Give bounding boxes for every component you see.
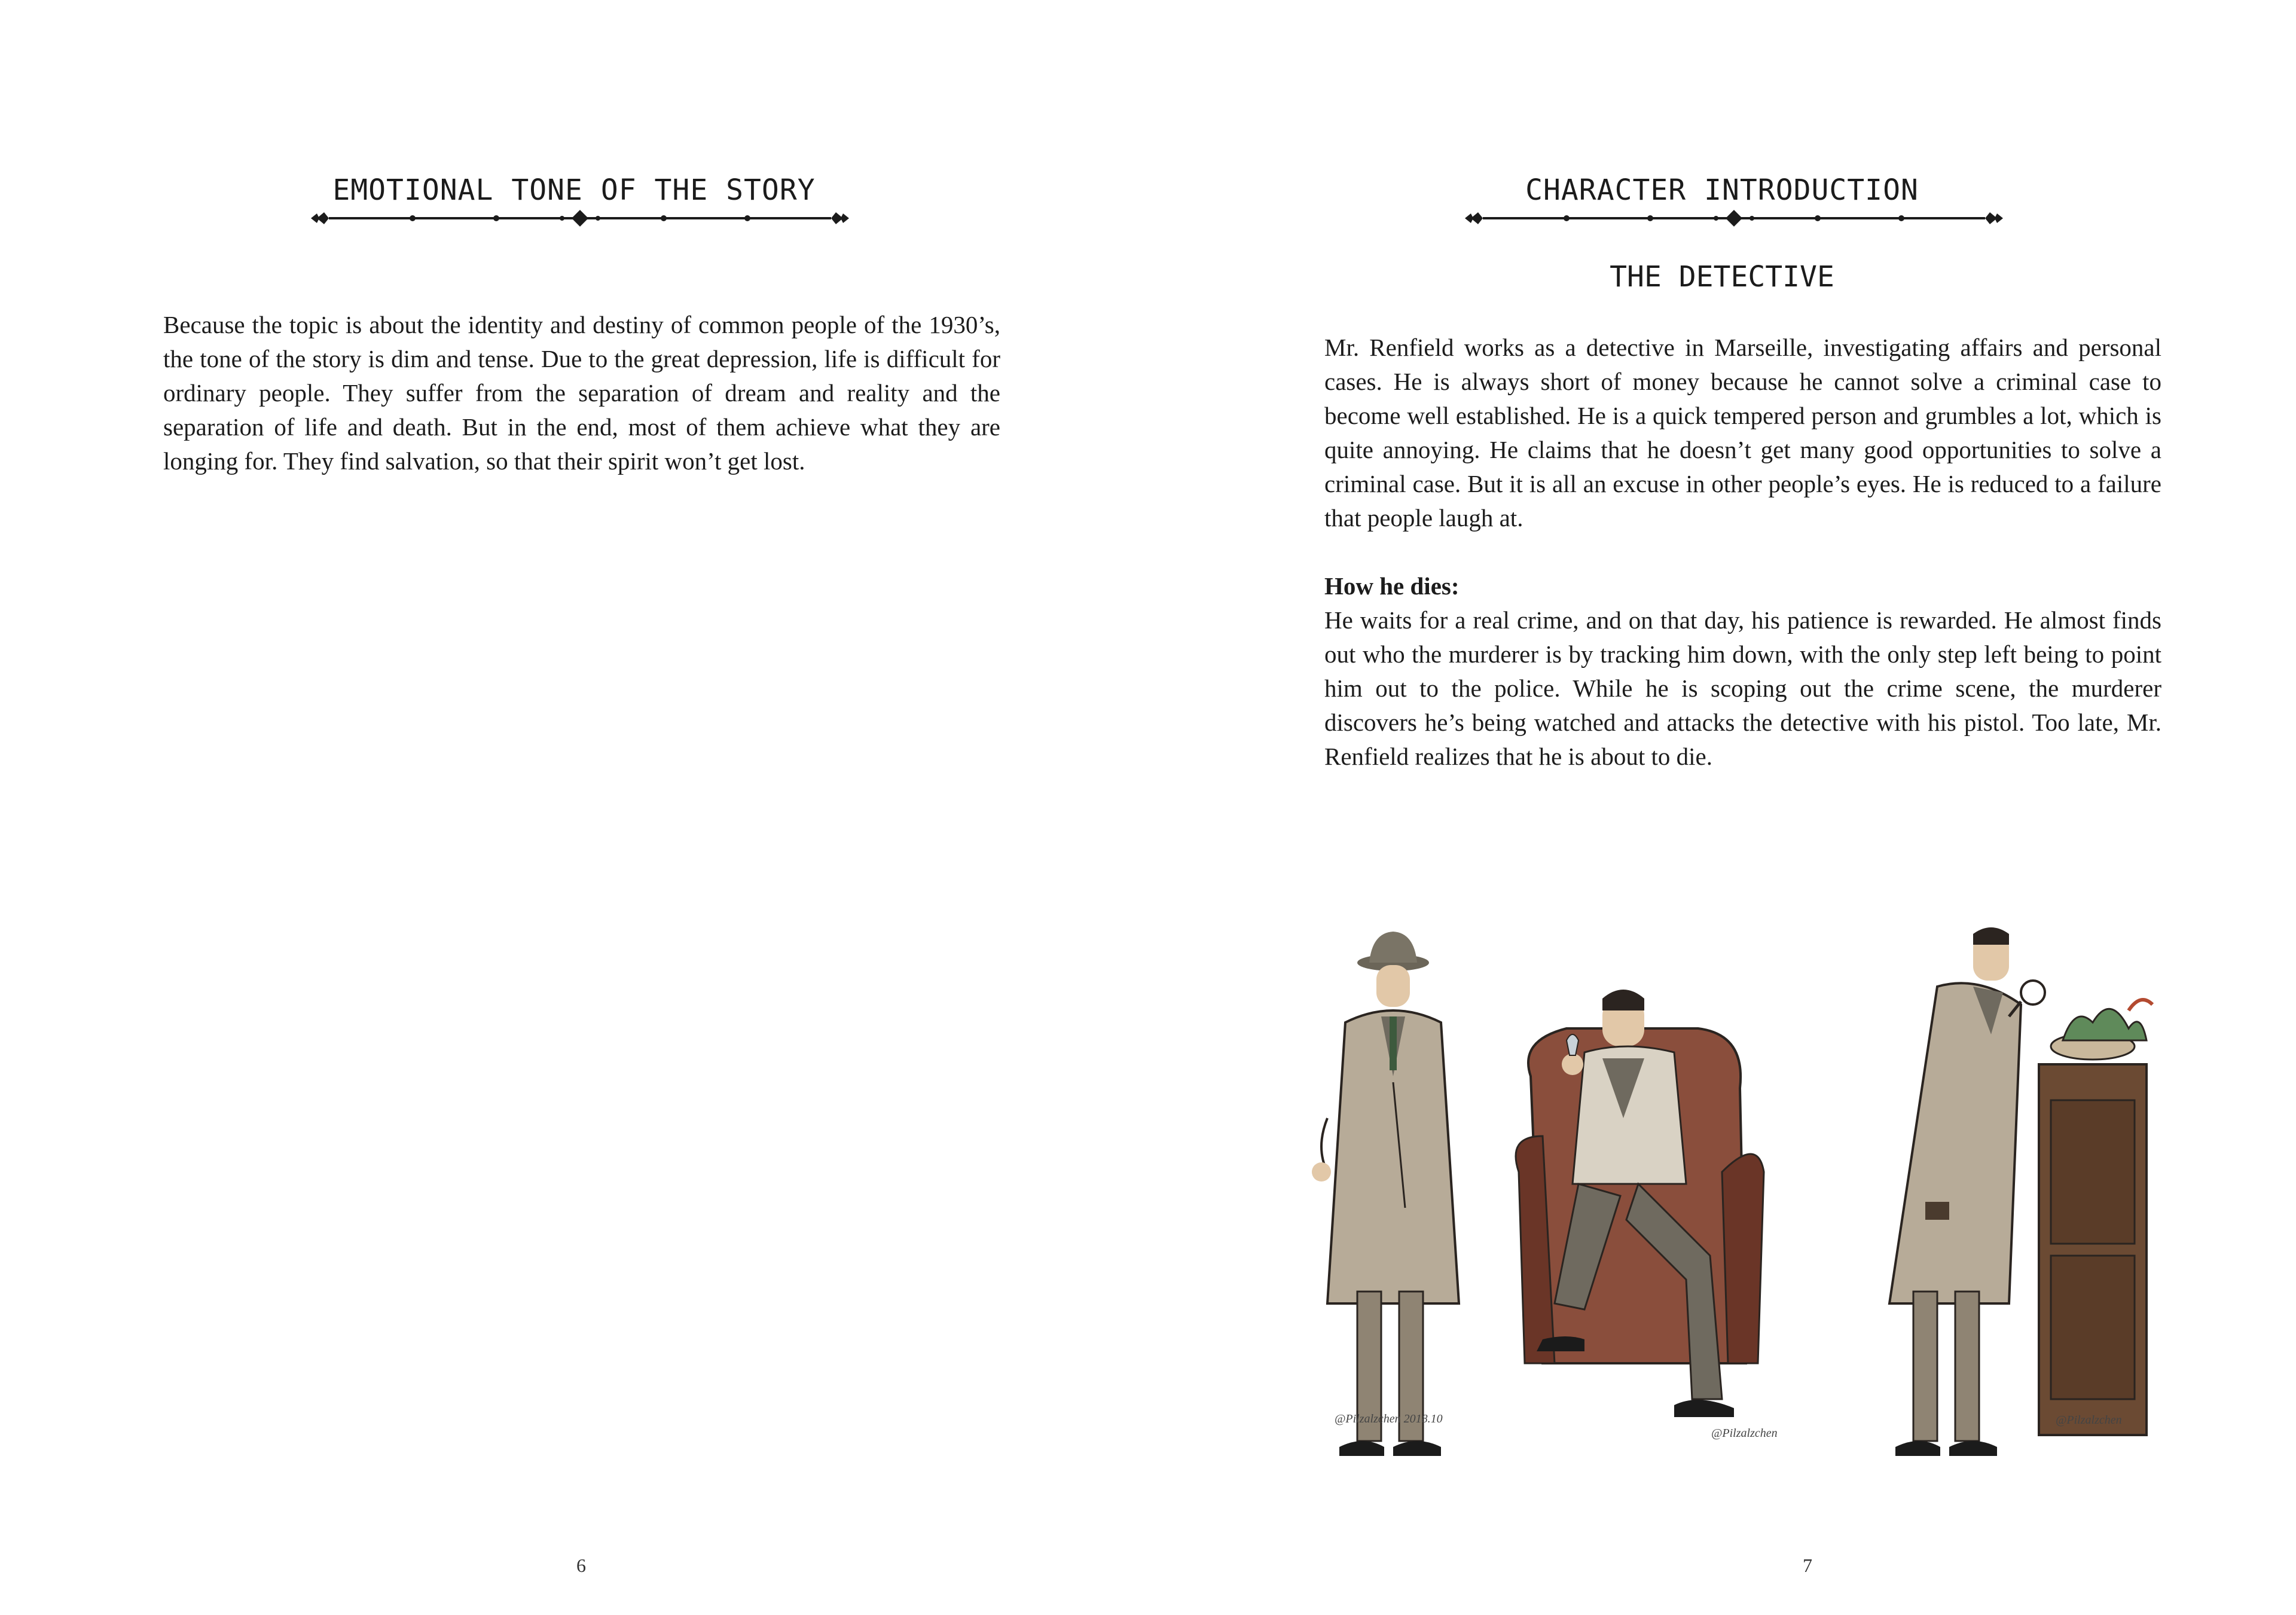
page-number-right: 7 xyxy=(1803,1555,1812,1576)
left-page-heading: EMOTIONAL TONE OF THE STORY xyxy=(332,173,816,207)
detective-illustration xyxy=(1303,921,2182,1483)
heading-ornament-divider xyxy=(1465,206,2003,230)
heading-ornament-divider xyxy=(311,206,849,230)
standing-detective-figure xyxy=(1312,932,1459,1456)
tone-paragraph: Because the topic is about the identity and destiny of common people of the 1930’s, the tone of the story is dim and tense. Due to the great depression, life is difficult for ordinary people. They suffer from the separation of dream and reality and the separation of life and death. But in the end, most of them achieve what they are longing for. They find salvation, so that their spirit won’t get lost. xyxy=(163,311,1000,475)
page-number-left: 6 xyxy=(576,1555,586,1576)
artist-signature-2: @Pilzalzchen xyxy=(1711,1427,1778,1440)
death-heading: How he dies: xyxy=(1324,572,1460,600)
left-page-paragraph xyxy=(163,308,1000,478)
right-page-heading: CHARACTER INTRODUCTION xyxy=(1525,173,1919,207)
seated-detective-figure xyxy=(1516,990,1764,1417)
character-description xyxy=(1324,331,2161,774)
character-subheading: THE DETECTIVE xyxy=(1610,260,1834,294)
character-paragraph: Mr. Renfield works as a detective in Marseille, investigating affairs and personal cases. He is always short of money because he cannot solve a criminal case to become well established. He is a quick tempered person and grumbles a lot, which is quite annoying. He claims that he doesn’t get many good opportunities to solve a criminal case. But it is all an excuse in other people’s eyes. He is reduced to a failure that people laugh at. xyxy=(1324,334,2161,532)
investigating-detective-figure xyxy=(1889,927,2152,1456)
paragraph-spacer xyxy=(1324,535,2161,569)
artist-signature-3: @Pilzalzchen xyxy=(2056,1413,2122,1427)
artist-signature-1: @Pilzalzchen 2018.10 xyxy=(1335,1412,1443,1425)
death-paragraph: He waits for a real crime, and on that day, his patience is rewarded. He almost finds out who the murderer is by tracking him down, with the only step left being to point him out to the police. While he is scoping out the crime scene, the murderer discovers he’s being watched and attacks the detective with his pistol. Too late, Mr. Renfield realizes that he is about to die. xyxy=(1324,606,2161,770)
